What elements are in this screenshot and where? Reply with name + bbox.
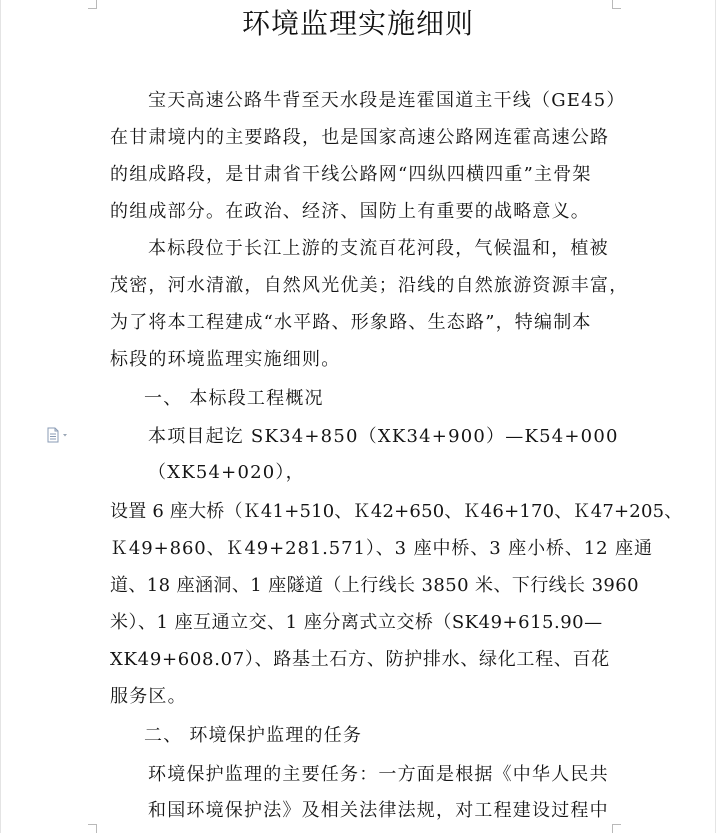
document-title: 环境监理实施细则 <box>241 7 474 40</box>
text-line: Ｋ49+860、Ｋ49+281.571）、3 座中桥、3 座小桥、12 座通 <box>110 538 653 559</box>
text-line: 宝天高速公路牛背至天水段是连霍国道主干线（GE45） <box>148 90 626 111</box>
page-left-edge <box>0 0 1 833</box>
text-line: 茂密，河水清澈，自然风光优美；沿线的自然旅游资源丰富， <box>110 275 629 296</box>
text-line: 道、18 座涵洞、1 座隧道（上行线长 3850 米、下行线长 3960 <box>110 575 639 596</box>
text-line: 标段的环境监理实施细则。 <box>110 349 341 370</box>
text-line: 的组成路段，是甘肃省干线公路网“四纵四横四重”主骨架 <box>110 164 592 185</box>
text-line: 本标段位于长江上游的支流百花河段，气候温和，植被 <box>148 238 609 259</box>
text-line: （XK54+020）， <box>148 462 305 483</box>
text-line: 环境保护监理的主要任务：一方面是根据《中华人民共 <box>148 764 609 785</box>
text-line: 的组成部分。在政治、经济、国防上有重要的战略意义。 <box>110 201 590 222</box>
section-heading: 二、 环境保护监理的任务 <box>144 725 363 746</box>
text-line: 服务区。 <box>110 686 187 707</box>
crop-mark-bottom-left <box>88 824 97 833</box>
crop-mark-bottom-right <box>612 824 621 833</box>
document-dropdown-icon[interactable] <box>46 426 74 444</box>
text-line: 和国环境保护法》及相关法律法规，对工程建设过程中 <box>148 800 609 821</box>
text-line: 为了将本工程建成“水平路、形象路、生态路”，特编制本 <box>110 312 592 333</box>
text-line: XK49+608.07）、路基土石方、防护排水、绿化工程、百花 <box>110 649 610 670</box>
text-line: 在甘肃境内的主要路段，也是国家高速公路网连霍高速公路 <box>110 127 610 148</box>
text-line: 设置 6 座大桥（Ｋ41+510、Ｋ42+650、Ｋ46+170、Ｋ47+205、 <box>110 501 683 522</box>
text-line: 本项目起讫 SK34+850（XK34+900）—K54+000 <box>148 426 619 447</box>
section-heading: 一、 本标段工程概况 <box>144 388 324 409</box>
text-line: 米）、1 座互通立交、1 座分离式立交桥（SK49+615.90— <box>110 612 603 633</box>
